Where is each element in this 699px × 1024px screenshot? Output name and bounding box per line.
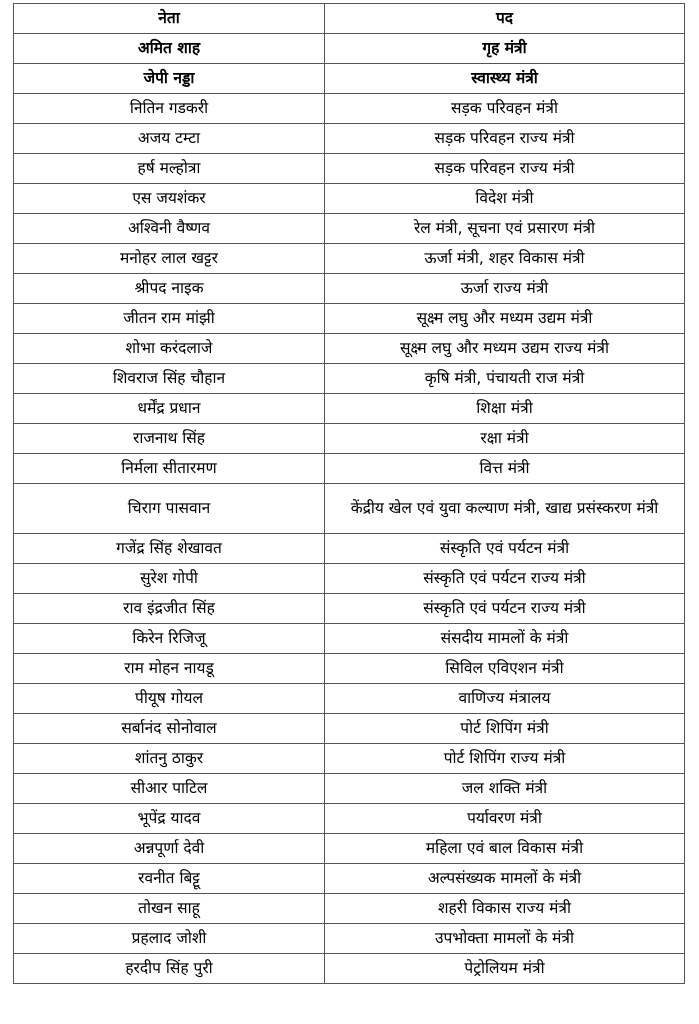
leader-cell: गजेंद्र सिंह शेखावत — [14, 534, 325, 564]
leader-cell: शांतनु ठाकुर — [14, 744, 325, 774]
table-row — [14, 864, 685, 894]
table-row — [14, 894, 685, 924]
table-row — [14, 594, 685, 624]
post-cell: विदेश मंत्री — [325, 184, 685, 214]
post-cell: पोर्ट शिपिंग मंत्री — [325, 714, 685, 744]
table-row — [14, 334, 685, 364]
post-cell: केंद्रीय खेल एवं युवा कल्याण मंत्री, खाद्य प्रसंस्करण मंत्री — [325, 484, 685, 534]
leader-cell: शिवराज सिंह चौहान — [14, 364, 325, 394]
leader-cell: सीआर पाटिल — [14, 774, 325, 804]
table-row — [14, 684, 685, 714]
leader-cell: अजय टम्टा — [14, 124, 325, 154]
leader-cell: जेपी नड्डा — [14, 64, 325, 94]
post-cell: संस्कृति एवं पर्यटन राज्य मंत्री — [325, 564, 685, 594]
column-header-post: पद — [325, 4, 685, 34]
post-cell: संसदीय मामलों के मंत्री — [325, 624, 685, 654]
table-row — [14, 924, 685, 954]
table-row — [14, 534, 685, 564]
leader-cell: सर्बानंद सोनोवाल — [14, 714, 325, 744]
post-cell: शहरी विकास राज्य मंत्री — [325, 894, 685, 924]
leader-cell: राम मोहन नायडू — [14, 654, 325, 684]
post-cell: सिविल एविएशन मंत्री — [325, 654, 685, 684]
table-row — [14, 454, 685, 484]
table-row — [14, 154, 685, 184]
leader-cell: रवनीत बिट्टू — [14, 864, 325, 894]
table-row — [14, 124, 685, 154]
leader-cell: भूपेंद्र यादव — [14, 804, 325, 834]
post-cell: सड़क परिवहन मंत्री — [325, 94, 685, 124]
leader-cell: तोखन साहू — [14, 894, 325, 924]
table-row — [14, 484, 685, 534]
table-row — [14, 214, 685, 244]
post-cell: सूक्ष्म लघु और मध्यम उद्यम राज्य मंत्री — [325, 334, 685, 364]
post-cell: महिला एवं बाल विकास मंत्री — [325, 834, 685, 864]
table-row — [14, 774, 685, 804]
post-cell: रेल मंत्री, सूचना एवं प्रसारण मंत्री — [325, 214, 685, 244]
table-body — [14, 34, 685, 984]
table-row — [14, 304, 685, 334]
post-cell: सड़क परिवहन राज्य मंत्री — [325, 124, 685, 154]
post-cell: अल्पसंख्यक मामलों के मंत्री — [325, 864, 685, 894]
table-row — [14, 64, 685, 94]
column-header-leader: नेता — [14, 4, 325, 34]
leader-cell: अश्विनी वैष्णव — [14, 214, 325, 244]
post-cell: स्वास्थ्य मंत्री — [325, 64, 685, 94]
table-row — [14, 834, 685, 864]
table-row — [14, 394, 685, 424]
post-cell: शिक्षा मंत्री — [325, 394, 685, 424]
header-row — [14, 4, 685, 34]
post-cell: कृषि मंत्री, पंचायती राज मंत्री — [325, 364, 685, 394]
table-row — [14, 424, 685, 454]
leader-cell: चिराग पासवान — [14, 484, 325, 534]
post-cell: सड़क परिवहन राज्य मंत्री — [325, 154, 685, 184]
leader-cell: अमित शाह — [14, 34, 325, 64]
leader-cell: शोभा करंदलाजे — [14, 334, 325, 364]
leader-cell: श्रीपद नाइक — [14, 274, 325, 304]
leader-cell: निर्मला सीतारमण — [14, 454, 325, 484]
post-cell: संस्कृति एवं पर्यटन राज्य मंत्री — [325, 594, 685, 624]
table-row — [14, 744, 685, 774]
table-row — [14, 654, 685, 684]
leader-cell: हर्ष मल्होत्रा — [14, 154, 325, 184]
table-row — [14, 184, 685, 214]
table-row — [14, 804, 685, 834]
post-cell: वाणिज्य मंत्रालय — [325, 684, 685, 714]
minister-table — [13, 3, 685, 984]
post-cell: ऊर्जा राज्य मंत्री — [325, 274, 685, 304]
table-row — [14, 244, 685, 274]
post-cell: संस्कृति एवं पर्यटन मंत्री — [325, 534, 685, 564]
table-header — [14, 4, 685, 34]
leader-cell: पीयूष गोयल — [14, 684, 325, 714]
post-cell: ऊर्जा मंत्री, शहर विकास मंत्री — [325, 244, 685, 274]
post-cell: सूक्ष्म लघु और मध्यम उद्यम मंत्री — [325, 304, 685, 334]
post-cell: गृह मंत्री — [325, 34, 685, 64]
leader-cell: राव इंद्रजीत सिंह — [14, 594, 325, 624]
table-row — [14, 714, 685, 744]
table-row — [14, 94, 685, 124]
leader-cell: राजनाथ सिंह — [14, 424, 325, 454]
leader-cell: सुरेश गोपी — [14, 564, 325, 594]
leader-cell: धर्मेंद्र प्रधान — [14, 394, 325, 424]
leader-cell: प्रहलाद जोशी — [14, 924, 325, 954]
post-cell: पेट्रोलियम मंत्री — [325, 954, 685, 984]
post-cell: पर्यावरण मंत्री — [325, 804, 685, 834]
leader-cell: हरदीप सिंह पुरी — [14, 954, 325, 984]
leader-cell: मनोहर लाल खट्टर — [14, 244, 325, 274]
table-row — [14, 34, 685, 64]
table-row — [14, 624, 685, 654]
post-cell: उपभोक्ता मामलों के मंत्री — [325, 924, 685, 954]
table-row — [14, 364, 685, 394]
table-row — [14, 564, 685, 594]
leader-cell: नितिन गडकरी — [14, 94, 325, 124]
table-row — [14, 274, 685, 304]
leader-cell: एस जयशंकर — [14, 184, 325, 214]
table-row — [14, 954, 685, 984]
leader-cell: अन्नपूर्णा देवी — [14, 834, 325, 864]
leader-cell: जीतन राम मांझी — [14, 304, 325, 334]
post-cell: रक्षा मंत्री — [325, 424, 685, 454]
leader-cell: किरेन रिजिजू — [14, 624, 325, 654]
post-cell: वित्त मंत्री — [325, 454, 685, 484]
post-cell: पोर्ट शिपिंग राज्य मंत्री — [325, 744, 685, 774]
minister-table-container — [13, 3, 684, 984]
post-cell: जल शक्ति मंत्री — [325, 774, 685, 804]
